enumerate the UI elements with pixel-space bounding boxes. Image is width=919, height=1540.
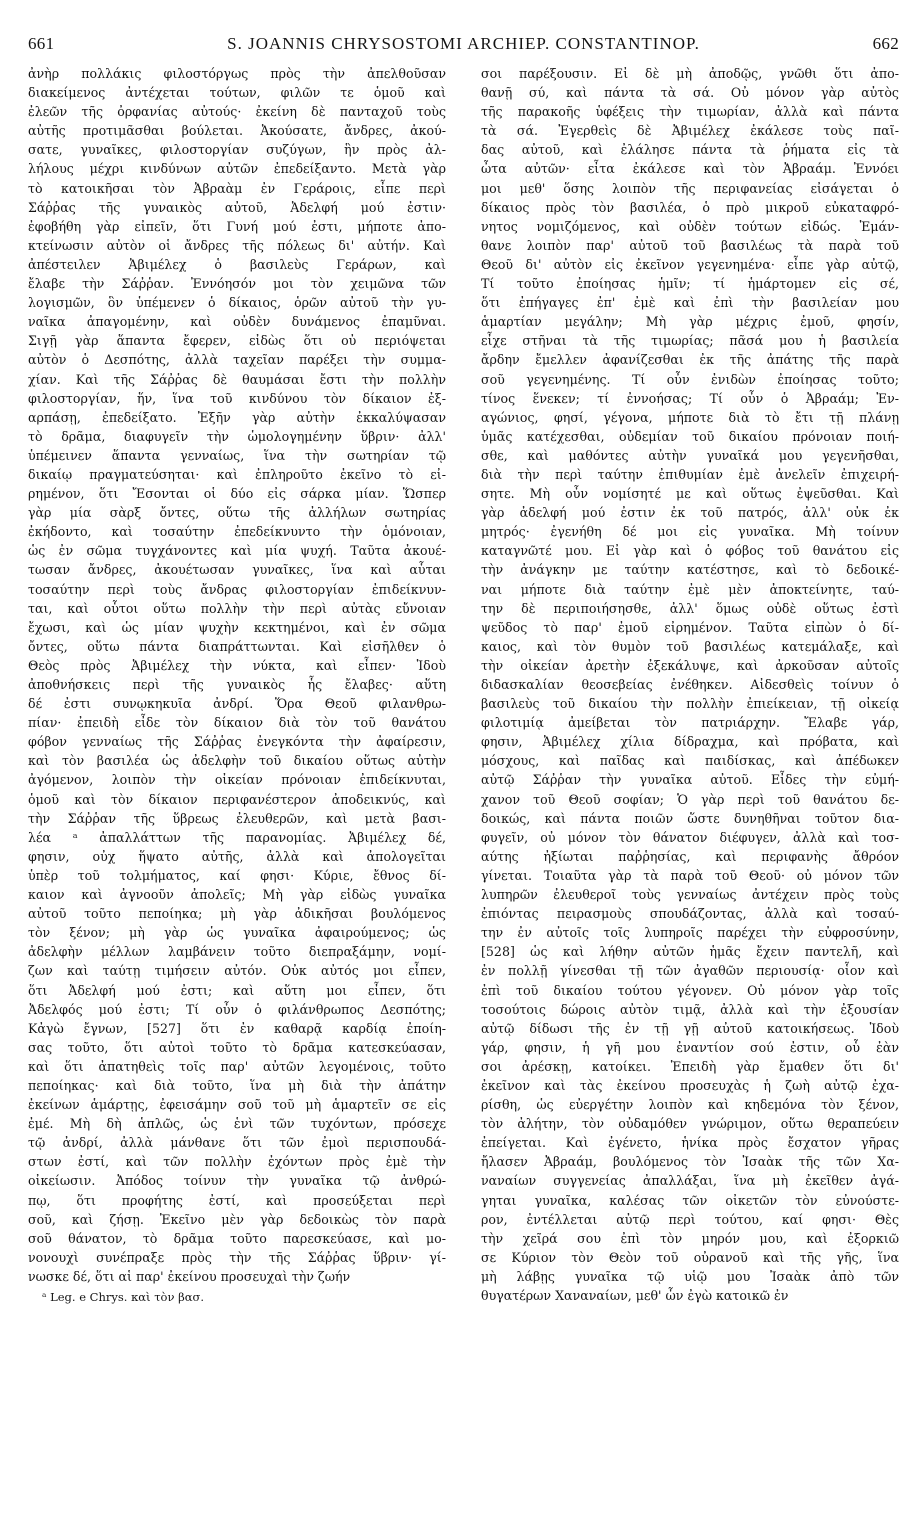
text-line: ὅτι ἐπήγαγες ἐπ' ἐμὲ καὶ ἐπὶ τὴν βασιλείαν μου xyxy=(481,295,899,311)
text-line: θανε λοιπὸν παρ' αὐτοῦ τοῦ βασιλέως τὰ παρὰ τοῦ xyxy=(481,237,899,253)
text-line: αὐτῆς προτιμᾶσθαι βούλεται. Ἀκούσατε, ἄνδρες, ἀκού- xyxy=(28,123,446,139)
text-line: καταγνῶτέ μου. Εἰ γὰρ καὶ ὁ φόβος τοῦ θανάτου εἰς xyxy=(481,543,899,559)
text-line: κτείνωσιν αὐτὸν οἱ ἄνδρες τῆς πόλεως δι' αὐτήν. Καὶ xyxy=(28,237,446,253)
text-line: τίνος ἕνεκεν; τί ἐννοήσας; Τί οὖν ὁ Ἀβραάμ; Ἐν- xyxy=(481,390,899,406)
text-line: λογισμῶν, ὃν ὑπέμενεν ὁ δίκαιος, ὁρῶν αὐτοῦ τὴν γυ- xyxy=(28,295,446,311)
text-line: τὴν ἀνάγκην με ταύτην κατέστησε, καὶ τὸ δεδοικέ- xyxy=(481,562,899,578)
text-line: ἀγόμενον, λοιπὸν τὴν οἰκείαν πρόνοιαν ἐπιδείκνυται, xyxy=(28,772,446,788)
text-line: δας αὐτοῦ, καὶ ἐλάλησε πάντα τὰ ῥήματα εἰς τὰ xyxy=(481,142,899,158)
text-line: ἔχωσι, καὶ ὡς μίαν ψυχὴν κεκτημένοι, καὶ ἐν σῶμα xyxy=(28,619,446,635)
text-line: φόβον γενναίως τῆς Σάῤῥας ἐνεγκόντα τὴν ἀφαίρεσιν, xyxy=(28,734,446,750)
running-header xyxy=(24,26,903,62)
text-line: ἔλαβε τὴν Σάῤῥαν. Ἐννόησόν μοι τὸν χειμῶνα τῶν xyxy=(28,276,446,292)
text-line: σοῦ, καὶ ζήσῃ. Ἐκεῖνο μὲν γὰρ δεδοικὼς τὸν παρὰ xyxy=(28,1211,446,1227)
text-line: αγώνιος, φησί, γέγονα, μήποτε διὰ τὸ ἔτι τῇ πλάνῃ xyxy=(481,409,899,425)
text-line: αὐτὸν ὁ Δεσπότης, ἀλλὰ ταχεῖαν παρέξει τὴν συμμα- xyxy=(28,352,446,368)
text-line: αύτης ἠξίωται παῤῥησίας, καὶ περιφανὴς ἄθρόον xyxy=(481,848,899,864)
text-line: καὶ ὅτι ἀπατηθεὶς τοῖς παρ' αὐτῶν λεγομένοις, τοῦτο xyxy=(28,1058,446,1074)
text-line: σατε, γυναῖκες, φιλοστοργίαν συζύγων, ἣν πρὸς ἀλ- xyxy=(28,142,446,158)
text-line: Σάῤῥας τῆς γυναικὸς αὐτοῦ, Ἀδελφή μού ἐστιν· xyxy=(28,199,446,215)
text-line: θανῇ σύ, καὶ πάντα τὰ σά. Οὐ μόνον γὰρ αὐτὸς xyxy=(481,85,899,101)
text-line: αὐτῷ δίδωσι τῆς ἐν τῇ γῇ αὐτοῦ κατοικήσεως. Ἰδοὺ xyxy=(481,1020,899,1036)
text-line: ὡς ἐν σῶμα τυγχάνοντες καὶ μία ψυχή. Ταῦτα ἀκουέ- xyxy=(28,543,446,559)
text-line: πεποίηκας· καὶ διὰ τοῦτο, ἵνα μὴ διὰ τὴν ἀπάτην xyxy=(28,1077,446,1093)
text-line: γίνεται. Τοιαῦτα γὰρ τὰ παρὰ τοῦ Θεοῦ· οὐ μόνον τῶν xyxy=(481,867,899,883)
text-line: ἀνὴρ πολλάκις φιλοστόργως πρὸς τὴν ἀπελθοῦσαν xyxy=(28,66,446,81)
text-line: σας τοῦτο, ὅτι αὐτοὶ τοῦτο τὸ δρᾶμα κατεσκεύασαν, xyxy=(28,1039,446,1055)
text-line: ἐλεῶν τῆς ὀρφανίας αὐτούς· ἐκείνη δὲ πανταχοῦ τοὺς xyxy=(28,104,446,120)
text-line: ται, καὶ οὗτοι οὕτω πολλὴν τὴν περὶ αὐτὰς εὔνοιαν xyxy=(28,600,446,616)
text-line: Ἀδελφός μού ἐστι; Τί οὖν ὁ φιλάνθρωπος Δεσπότης; xyxy=(28,1001,446,1017)
text-line: ὄντες, οὕτω πάντα διαπράττωνται. Καὶ εἰσῆλθεν ὁ xyxy=(28,638,446,654)
text-line: τὸν ἀλήτην, τὸν οὐδαμόθεν γνώριμον, οὕτω θεραπεύειν xyxy=(481,1116,899,1132)
text-line: ὑπέμεινεν ἅπαντα γενναίως, ἵνα τὴν σωτηρίαν τῷ xyxy=(28,447,446,463)
text-line: μόσχους, καὶ παῖδας καὶ παιδίσκας, καὶ ἀπέδωκεν xyxy=(481,753,899,769)
page-number-right: 662 xyxy=(872,34,899,53)
text-line: νητος νομιζόμενος, καὶ οὐδὲν τούτων εἰδώς. Ἐμάν- xyxy=(481,218,899,234)
text-line: χανον τοῦ Θεοῦ σοφίαν; Ὁ γὰρ περὶ τοῦ θανάτου δε- xyxy=(481,791,899,807)
text-line: Θεοῦ δι' αὐτὸν εἰς ἐκεῖνον γεγενημένα· εἶπε γὰρ αὐτῷ, xyxy=(481,256,899,272)
left-column-text xyxy=(28,64,446,1286)
text-line: τοσαύτην περὶ τοὺς ἄνδρας φιλοστοργίαν ἐπιδείκνυν- xyxy=(28,581,446,597)
text-line: γάρ, φησιν, ἡ γῆ μου ἐναντίον σού ἐστιν, οὗ ἐὰν xyxy=(481,1039,899,1055)
text-line: νονουχὶ συνέπραξε πρὸς τὴν τῆς Σάῤῥας ὕβριν· γί- xyxy=(28,1249,446,1265)
text-line: ρον, ἐντέλλεται αὐτῷ περὶ τούτου, καί φησι· Θὲς xyxy=(481,1211,899,1227)
text-line: θυγατέρων Χαναναίων, μεθ' ὧν ἐγὼ κατοικῶ ἐν xyxy=(481,1288,789,1303)
text-line: αρπάσῃ, ἐπεδείξατο. Ἐξῆν γὰρ αὐτὴν ἐκκαλύψασαν xyxy=(28,409,446,425)
running-title: S. JOANNIS CHRYSOSTOMI ARCHIEP. CONSTANTINOP. xyxy=(227,34,700,53)
text-line: ἐφοβήθη γὰρ εἰπεῖν, ὅτι Γυνή μού ἐστι, μήποτε ἀπο- xyxy=(28,218,446,234)
text-line: γηται γυναῖκα, καλέσας τῶν οἰκετῶν τὸν εὐνούστε- xyxy=(481,1192,899,1208)
right-column-text xyxy=(481,64,899,1305)
text-line: δέ ἐστι συνῳκηκυῖα ἀνδρί. Ὅρα Θεοῦ φιλανθρω- xyxy=(28,696,446,712)
text-line: Κἀγὼ ἔγνων, [527] ὅτι ἐν καθαρᾷ καρδίᾳ ἐποίη- xyxy=(28,1020,446,1036)
text-line: μοι μεθ' ὅσης λοιπὸν τῆς περιφανείας εἰσάγεται ὁ xyxy=(481,180,899,196)
text-line: ὁμοῦ καὶ τὸν δίκαιον περιφανέστερον ἀποδεικνύς, καὶ xyxy=(28,791,446,807)
text-line: ζων καὶ ταύτῃ τιμήσειν αὐτόν. Οὐκ αὐτός μοι εἶπεν, xyxy=(28,963,446,979)
text-line: Θεὸς πρὸς Ἀβιμέλεχ τὴν νύκτα, καὶ εἶπεν· Ἰδοὺ xyxy=(28,657,446,673)
text-line: φησιν, Ἀβιμέλεχ χίλια δίδραχμα, καὶ πρόβατα, καὶ xyxy=(481,734,899,750)
text-line: ἀδελφὴν μέλλων λαμβάνειν τοῦτο διεπραξάμην, νομί- xyxy=(28,944,446,960)
text-line: ὑπὲρ τοῦ τολμήματος, καί φησι· Κύριε, ἔθνος δί- xyxy=(28,867,446,883)
right-column xyxy=(481,64,899,1534)
text-line: ἀποθνήσκεις περὶ τῆς γυναικὸς ἧς ἔλαβες· αὕτη xyxy=(28,677,446,692)
text-line: τοσούτοις δώροις αὐτὸν τιμᾷ, ἀλλὰ καὶ τὴν ἐξουσίαν xyxy=(481,1001,899,1017)
text-line: ἐκείνων ἁμάρτῃς, ἐφεισάμην σοῦ τοῦ μὴ ἁμαρτεῖν σε εἰς xyxy=(28,1097,446,1113)
text-line: τὸ δρᾶμα, διαφυγεῖν τὴν ὡμολογημένην ὕβριν· ἀλλ' xyxy=(28,428,446,444)
text-line: σθε, καὶ μαθόντες αὐτὴν γυναῖκά μου γεγενῆσθαι, xyxy=(481,447,899,463)
text-line: νωσκε δέ, ὅτι αἱ παρ' ἐκείνου προσευχαὶ τὴν ζωήν xyxy=(28,1268,351,1284)
text-line: την ἐν αὐτοῖς τοῖς λυπηροῖς παρέχει τὴν εὐφροσύνην, xyxy=(481,925,899,941)
text-line: ἐπιόντας πειρασμοὺς σπουδάζοντας, ἀλλὰ καὶ τοσαύ- xyxy=(481,906,899,922)
text-line: τῆς παρακοῆς ὑφέξεις τὴν τιμωρίαν, ἀλλὰ καὶ πάντα xyxy=(481,104,899,120)
text-line: αὐτῷ Σάῤῥαν τὴν γυναῖκα αὐτοῦ. Εἶδες τὴν εὐμή- xyxy=(481,772,899,788)
text-line: τὸν ξένον; μὴ γὰρ ὡς γυναῖκα ἀφαιρούμενος; ὡς xyxy=(28,925,446,941)
text-line: ρημένον, ὅτι Ἔσονται οἱ δύο εἰς σάρκα μίαν. Ὥσπερ xyxy=(28,486,446,502)
text-line: ὑμᾶς κατέχεσθαι, οὐδεμίαν τοῦ δικαίου πρόνοιαν ποιή- xyxy=(481,428,899,444)
text-line: [528] ὡς καὶ λήθην αὐτῶν ἡμᾶς ἔχειν παντελῆ, καὶ xyxy=(481,944,899,960)
text-line: διδασκαλίαν θεοσεβείας ἐνέθηκεν. Αἰδεσθεὶς τοίνυν ὁ xyxy=(481,677,899,692)
text-line: σοῦ θάνατον, τὸ δρᾶμα τοῦτο παρεσκεύασε, καὶ μο- xyxy=(28,1230,446,1246)
text-line: διὰ τὴν περὶ ταύτην ἐπιθυμίαν ἐμὲ ἀνελεῖν ἐπιχειρή- xyxy=(481,466,899,482)
text-line: σητε. Μὴ οὖν νομίσητέ με καὶ οὕτως ἐψεῦσθαι. Καὶ xyxy=(481,486,899,502)
text-line: τὸ κατοικῆσαι τὸν Ἀβραὰμ ἐν Γεράροις, εἶπε περὶ xyxy=(28,180,446,196)
text-line: εἶχε στῆναι τὰ τῆς τιμωρίας; πᾶσά μου ἡ βασιλεία xyxy=(481,333,899,349)
text-line: δοικώς, καὶ πάντα ποιῶν ὥστε δυνηθῆναι τοῦτον δια- xyxy=(481,810,899,826)
text-line: ἐπὶ τοῦ δικαίου τούτου γέγονεν. Οὐ μόνον γὰρ τοῖς xyxy=(481,982,899,998)
text-line: τὰ σά. Ἐγερθεὶς δὲ Ἀβιμέλεχ ἐκάλεσε τοὺς παῖ- xyxy=(481,123,899,139)
text-line: οἰκείωσιν. Ἀπόδος τοίνυν τὴν γυναῖκα τῷ ἀνθρώ- xyxy=(28,1173,446,1189)
text-line: καιον καὶ ἀγνοοῦν ἀπολεῖς; Μὴ γὰρ εἰδὼς γυναῖκα xyxy=(28,887,446,903)
text-line: λυπηρῶν ἐλευθεροῖ τοὺς γενναίως ἀντέχειν πρὸς τοὺς xyxy=(481,887,899,903)
text-line: τὴν χεῖρά σου ἐπὶ τὸν μηρόν μου, καὶ ἐξορκιῶ xyxy=(481,1230,899,1246)
text-line: πίαν· ἐπειδὴ εἶδε τὸν δίκαιον διὰ τὸν τοῦ θανάτου xyxy=(28,715,446,731)
text-line: δίκαιος πρὸς τὸν βασιλέα, ὁ πρὸ μικροῦ εὐκαταφρό- xyxy=(481,199,899,215)
text-line: γὰρ μία σὰρξ ὄντες, οὕτω τῆς ἀλλήλων σωτηρίας xyxy=(28,505,446,521)
text-line: σοῦ γεγενημένης. Τί οὖν ἐνιδὼν ἐποίησας τοῦτο; xyxy=(481,371,899,387)
text-line: τὴν οἰκείαν ἀρετὴν ἐξεκάλυψε, καὶ ἀρκοῦσαν αὐτοῖς xyxy=(481,657,899,673)
text-line: φυγεῖν, οὐ μόνον τὸν θάνατον διέφυγεν, ἀλλὰ καὶ τοσ- xyxy=(481,829,899,845)
text-line: ἐμέ. Μὴ δὴ ἁπλῶς, ὡς ἑνὶ τῶν τυχόντων, πρόσεχε xyxy=(28,1116,446,1132)
text-line: ναι μήποτε διὰ ταύτην ἐμὲ μὲν ἀποκτείνητε, ταύ- xyxy=(481,581,899,597)
text-line: καὶ τὸν βασιλέα ὡς ἀδελφὴν τοῦ δικαίου οὕτως αὐτὴν xyxy=(28,753,446,769)
text-line: ἐπείγεται. Καὶ ἐγένετο, ἡνίκα πρὸς ἔσχατον γῆρας xyxy=(481,1135,899,1151)
text-line: φιλοτιμίᾳ ἀμείβεται τὸν πατριάρχην. Ἔλαβε γάρ, xyxy=(481,715,899,731)
text-line: τὴν Σάῤῥαν τῆς ὕβρεως ἐλευθερῶν, καὶ μετὰ βασι- xyxy=(28,810,446,826)
text-line: Σιγῇ γὰρ ἅπαντα ἔφερεν, εἰδὼς ὅτι οὐ περιόψεται xyxy=(28,333,446,349)
text-line: μὴ λάβῃς γυναῖκα τῷ υἱῷ μου Ἰσαὰκ ἀπὸ τῶν xyxy=(481,1268,899,1284)
text-line: ἐκεῖνον καὶ τὰς ἐκείνου προσευχὰς ἡ ζωὴ αὐτῷ ἐχα- xyxy=(481,1077,899,1093)
left-column xyxy=(28,64,446,1534)
text-line: φησιν, οὐχ ἥψατο αὐτῆς, ἀλλὰ καὶ ἀπολογεῖται xyxy=(28,848,446,864)
text-line: ἤλασεν Ἀβραάμ, βουλόμενος τὸν Ἰσαὰκ τῆς τῶν Χα- xyxy=(481,1154,899,1170)
text-line: σε Κύριον τὸν Θεὸν τοῦ οὐρανοῦ καὶ τῆς γῆς, ἵνα xyxy=(481,1249,899,1265)
text-line: καιος, καὶ τὸν θυμὸν τοῦ βασιλέως κατεμάλαξε, καὶ xyxy=(481,638,899,654)
text-line: λήλους μέχρι κινδύνων αὐτῶν ἐπεδείξαντο. Μετὰ γὰρ xyxy=(28,161,446,177)
page-number-left: 661 xyxy=(28,34,55,53)
text-line: ρίσθη, ὡς εὐεργέτην λοιπὸν καὶ κηδεμόνα τὸν ξένον, xyxy=(481,1097,899,1113)
text-line: ὅτι Ἀδελφή μού ἐστι; καὶ αὕτη μοι εἶπεν, ὅτι xyxy=(28,982,446,998)
footnote: ᵃ Leg. e Chrys. καὶ τὸν βασ. xyxy=(42,1290,205,1304)
text-line: ἀπέστειλεν Ἀβιμέλεχ ὁ βασιλεὺς Γεράρων, καὶ xyxy=(28,256,446,272)
text-line: ἁμαρτίαν μεγάλην; Μὴ γὰρ μέχρις ἐμοῦ, φησίν, xyxy=(481,314,899,330)
text-line: πῳ, ὅτι προφήτης ἐστί, καὶ προσεύξεται περὶ xyxy=(28,1192,446,1208)
text-line: σοι παρέξουσιν. Εἰ δὲ μὴ ἀποδῷς, γνῶθι ὅτι ἀπο- xyxy=(481,66,899,81)
text-line: χίαν. Καὶ τῆς Σάῤῥας δὲ θαυμάσαι ἔστι τὴν πολλὴν xyxy=(28,371,446,387)
text-line: φιλοστοργίαν, ἥν, ἵνα τοῦ κινδύνου τὸν δίκαιον ἐξ- xyxy=(28,390,446,406)
text-line: ἐν πολλῇ γίνεσθαι τῇ τῶν ἀγαθῶν περιουσίᾳ· οἷον καὶ xyxy=(481,963,899,979)
text-line: σοι ἀρέσκῃ, κατοίκει. Ἐπειδὴ γὰρ ἔμαθεν ὅτι δι' xyxy=(481,1058,899,1074)
text-line: βασιλεὺς τοῦ δικαίου τὴν πολλὴν ἐπιείκειαν, τῇ οἰκείᾳ xyxy=(481,696,899,712)
text-line: λέα ᵃ ἀπαλλάττων τῆς παρανομίας. Ἀβιμέλεχ δέ, xyxy=(28,829,446,845)
text-line: τωσαν ἄνδρες, ἀκουέτωσαν γυναῖκες, ἵνα καὶ αὗται xyxy=(28,562,446,578)
text-line: ναῖκα ἀπαγομένην, καὶ οὐδὲν δυνάμενος ἐπαμῦναι. xyxy=(28,314,446,330)
text-line: ἄρδην ἔμελλεν ἀφανίζεσθαι ἐκ τῆς ἀπάτης τῆς παρὰ xyxy=(481,352,899,368)
text-line: ψεῦδος τὸ παρ' ἐμοῦ εἰρημένον. Ταῦτα εἰπὼν ὁ δί- xyxy=(481,619,899,635)
text-line: ναναίων συγγενείας ἀπαλλάξαι, ἵνα μὴ ἐκεῖθεν ἀγά- xyxy=(481,1173,899,1189)
text-line: γὰρ ἀδελφή μού ἐστιν ἐκ τοῦ πατρός, ἀλλ' οὐκ ἐκ xyxy=(481,505,899,521)
text-line: αὐτοῦ τοῦτο πεποίηκα; μὴ γὰρ ἀδικῆσαι βουλόμενος xyxy=(28,906,446,922)
text-line: τῷ ἀνδρί, ἀλλὰ μάνθανε ὅτι τῶν ἐμοὶ περισπουδά- xyxy=(28,1135,446,1151)
text-line: ὦτα αὐτῶν· εἶτα ἐκάλεσε καὶ τὸν Ἀβραάμ. Ἐννόει xyxy=(481,161,899,177)
text-line: Τί τοῦτο ἐποίησας ἡμῖν; τί ἡμάρτομεν εἰς σέ, xyxy=(481,276,899,292)
text-line: διακείμενος ἀντέχεται τούτων, φιλῶν τε ὁμοῦ καὶ xyxy=(28,85,446,101)
text-line: την δὲ περιποιήσησθε, ἀλλ' ὅμως οὐδὲ οὕτως ἐστὶ xyxy=(481,600,899,616)
text-line: στων ἐστί, καὶ τῶν πολλὴν ἐχόντων πρὸς ἐμὲ τὴν xyxy=(28,1154,446,1170)
text-line: δικαίῳ πραγματεύσηται· καὶ ἐπληροῦτο ἐκεῖνο τὸ εἰ- xyxy=(28,466,446,482)
text-line: μητρός· ἐγενήθη δέ μοι εἰς γυναῖκα. Μὴ τοίνυν xyxy=(481,524,899,540)
text-columns xyxy=(28,64,903,1540)
text-line: ἐκήδοντο, καὶ τοσαύτην ἐπεδείκνυντο τὴν ὁμόνοιαν, xyxy=(28,524,446,540)
